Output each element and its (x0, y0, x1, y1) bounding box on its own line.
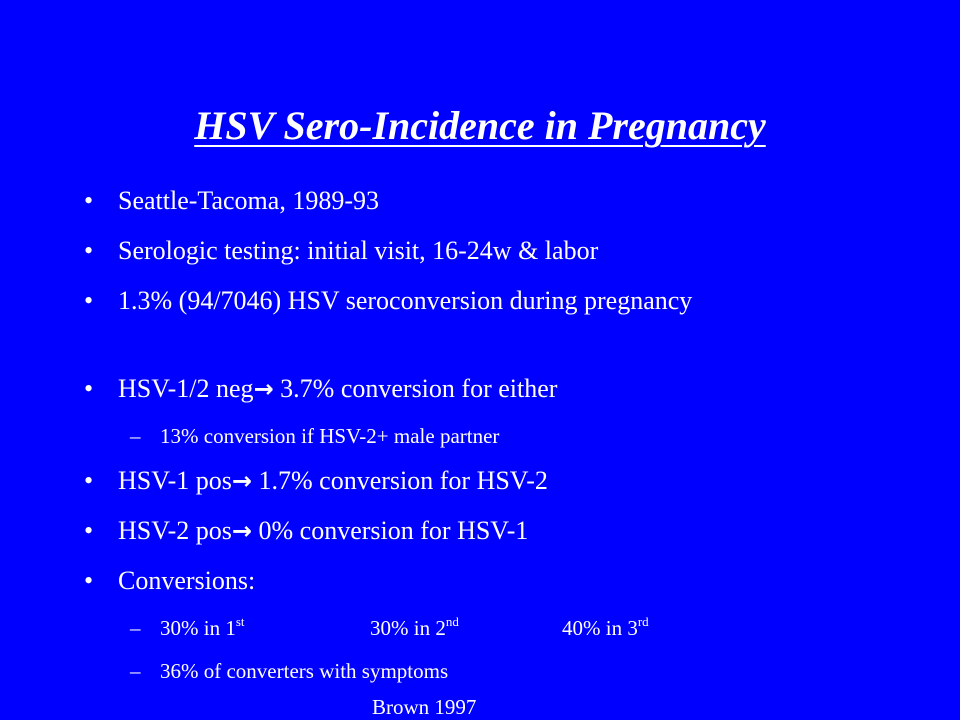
bullet-marker: • (84, 516, 94, 545)
bullet-text (118, 372, 557, 406)
bullet-text-before: HSV-1/2 neg (118, 374, 254, 403)
sub-bullet-marker: – (130, 659, 141, 683)
bullet-text-after: 1.7% conversion for HSV-2 (252, 466, 548, 495)
bullet-text: Conversions: (118, 566, 256, 595)
bullet-text: 1.3% (94/7046) HSV seroconversion during pregnancy (118, 286, 693, 315)
sub-bullet-marker: – (130, 616, 141, 640)
trimester-3-value: 40% in 3rd (562, 614, 649, 640)
bullet-marker: • (84, 186, 94, 215)
bullet-text (118, 514, 528, 548)
bullet-text-after: 0% conversion for HSV-1 (252, 516, 529, 545)
bullet-text-before: HSV-2 pos (118, 516, 232, 545)
bullet-marker: • (84, 466, 94, 495)
bullet-text: Seattle-Tacoma, 1989-93 (118, 186, 379, 215)
bullet-text (118, 464, 548, 498)
bullet-marker: • (84, 236, 94, 265)
trimester-1-value: 30% in 1st (160, 614, 245, 640)
bullet-text: Serologic testing: initial visit, 16-24w & labor (118, 236, 599, 265)
arrow-right-icon: → (231, 467, 253, 495)
sub-bullet-text: 13% conversion if HSV-2+ male partner (160, 424, 500, 448)
bullet-marker: • (84, 374, 94, 403)
sub-bullet-text: 36% of converters with symptoms (160, 659, 449, 683)
bullet-marker: • (84, 566, 94, 595)
bullet-marker: • (84, 286, 94, 315)
arrow-right-icon: → (253, 375, 274, 403)
bullet-text-before: HSV-1 pos (118, 466, 232, 495)
bullet-text-after: 3.7% conversion for either (273, 374, 558, 403)
trimester-2-value: 30% in 2nd (370, 614, 459, 640)
sub-bullet-marker: – (130, 424, 141, 448)
citation: Brown 1997 (372, 695, 477, 719)
slide-title: HSV Sero-Incidence in Pregnancy (194, 103, 766, 148)
arrow-right-icon: → (231, 517, 253, 545)
